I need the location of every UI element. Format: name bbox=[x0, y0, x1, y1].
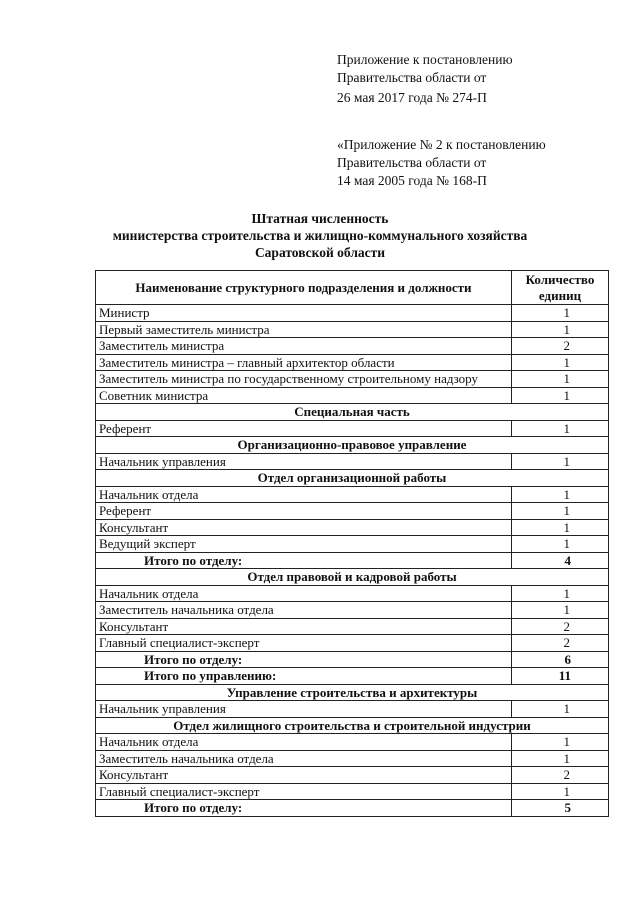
table-row bbox=[96, 783, 609, 800]
position-qty: 1 bbox=[512, 701, 609, 718]
position-name: Начальник отдела bbox=[96, 734, 512, 751]
position-qty: 1 bbox=[512, 585, 609, 602]
column-header-qty: Количество единиц bbox=[512, 271, 609, 305]
section-title: Специальная часть bbox=[96, 404, 609, 421]
position-name: Референт bbox=[96, 420, 512, 437]
section-title: Управление строительства и архитектуры bbox=[96, 684, 609, 701]
position-name: Консультант bbox=[96, 767, 512, 784]
appendix-line-1: «Приложение № 2 к постановлению bbox=[337, 137, 546, 152]
section-row bbox=[96, 684, 609, 701]
doc-title-line-1: Штатная численность bbox=[251, 211, 389, 226]
total-label: Итого по отделу: bbox=[96, 651, 512, 668]
table-row bbox=[96, 635, 609, 652]
position-qty: 1 bbox=[512, 371, 609, 388]
section-row bbox=[96, 404, 609, 421]
table-row bbox=[96, 767, 609, 784]
total-qty: 6 bbox=[512, 651, 609, 668]
position-name: Консультант bbox=[96, 618, 512, 635]
table-body bbox=[96, 305, 609, 817]
position-qty: 1 bbox=[512, 536, 609, 553]
position-qty: 1 bbox=[512, 321, 609, 338]
section-row bbox=[96, 437, 609, 454]
position-qty: 2 bbox=[512, 767, 609, 784]
total-label: Итого по отделу: bbox=[96, 800, 512, 817]
table-row bbox=[96, 734, 609, 751]
table-row bbox=[96, 618, 609, 635]
position-name: Ведущий эксперт bbox=[96, 536, 512, 553]
table-row bbox=[96, 321, 609, 338]
position-name: Министр bbox=[96, 305, 512, 322]
appendix-line-2: Правительства области от bbox=[337, 155, 487, 170]
header-line-3: 26 мая 2017 года № 274-П bbox=[337, 90, 487, 105]
position-name: Начальник отдела bbox=[96, 486, 512, 503]
position-qty: 2 bbox=[512, 618, 609, 635]
table-row bbox=[96, 602, 609, 619]
section-title: Отдел правовой и кадровой работы bbox=[96, 569, 609, 586]
position-name: Первый заместитель министра bbox=[96, 321, 512, 338]
table-row bbox=[96, 585, 609, 602]
position-qty: 1 bbox=[512, 387, 609, 404]
position-name: Советник министра bbox=[96, 387, 512, 404]
table-row bbox=[96, 503, 609, 520]
total-label: Итого по управлению: bbox=[96, 668, 512, 685]
position-qty: 1 bbox=[512, 503, 609, 520]
table-row bbox=[96, 519, 609, 536]
staff-table bbox=[95, 270, 609, 817]
position-qty: 2 bbox=[512, 635, 609, 652]
appendix-line-3: 14 мая 2005 года № 168-П bbox=[337, 173, 487, 188]
section-row bbox=[96, 470, 609, 487]
total-qty: 11 bbox=[512, 668, 609, 685]
table-row bbox=[96, 701, 609, 718]
position-qty: 1 bbox=[512, 602, 609, 619]
position-qty: 1 bbox=[512, 420, 609, 437]
table-row bbox=[96, 420, 609, 437]
total-row bbox=[96, 668, 609, 685]
position-qty: 1 bbox=[512, 783, 609, 800]
table-row bbox=[96, 536, 609, 553]
section-title: Отдел организационной работы bbox=[96, 470, 609, 487]
doc-title-line-3: Саратовской области bbox=[254, 245, 386, 260]
section-title: Отдел жилищного строительства и строительной индустрии bbox=[96, 717, 609, 734]
total-qty: 4 bbox=[512, 552, 609, 569]
position-name: Консультант bbox=[96, 519, 512, 536]
position-qty: 1 bbox=[512, 486, 609, 503]
position-name: Заместитель начальника отдела bbox=[96, 750, 512, 767]
position-name: Начальник отдела bbox=[96, 585, 512, 602]
position-name: Заместитель министра – главный архитектор области bbox=[96, 354, 512, 371]
total-row bbox=[96, 651, 609, 668]
position-name: Главный специалист-эксперт bbox=[96, 783, 512, 800]
table-row bbox=[96, 453, 609, 470]
position-name: Начальник управления bbox=[96, 701, 512, 718]
position-name: Заместитель министра bbox=[96, 338, 512, 355]
table-row bbox=[96, 338, 609, 355]
section-title: Организационно-правовое управление bbox=[96, 437, 609, 454]
position-qty: 1 bbox=[512, 453, 609, 470]
table-row bbox=[96, 371, 609, 388]
total-label: Итого по отделу: bbox=[96, 552, 512, 569]
position-name: Заместитель начальника отдела bbox=[96, 602, 512, 619]
position-name: Заместитель министра по государственному строительному надзору bbox=[96, 371, 512, 388]
position-qty: 1 bbox=[512, 734, 609, 751]
section-row bbox=[96, 717, 609, 734]
header-line-2: Правительства области от bbox=[337, 70, 487, 85]
doc-title-line-2: министерства строительства и жилищно-коммунального хозяйства bbox=[112, 228, 528, 243]
position-qty: 1 bbox=[512, 305, 609, 322]
table-row bbox=[96, 305, 609, 322]
table-row bbox=[96, 354, 609, 371]
position-name: Главный специалист-эксперт bbox=[96, 635, 512, 652]
total-qty: 5 bbox=[512, 800, 609, 817]
position-name: Референт bbox=[96, 503, 512, 520]
section-row bbox=[96, 569, 609, 586]
column-header-name: Наименование структурного подразделения и должности bbox=[96, 271, 512, 305]
table-header-row bbox=[96, 271, 609, 305]
position-qty: 2 bbox=[512, 338, 609, 355]
total-row bbox=[96, 552, 609, 569]
position-qty: 1 bbox=[512, 519, 609, 536]
position-name: Начальник управления bbox=[96, 453, 512, 470]
total-row bbox=[96, 800, 609, 817]
header-line-1: Приложение к постановлению bbox=[337, 52, 513, 67]
table-row bbox=[96, 750, 609, 767]
table-row bbox=[96, 486, 609, 503]
position-qty: 1 bbox=[512, 750, 609, 767]
position-qty: 1 bbox=[512, 354, 609, 371]
table-row bbox=[96, 387, 609, 404]
